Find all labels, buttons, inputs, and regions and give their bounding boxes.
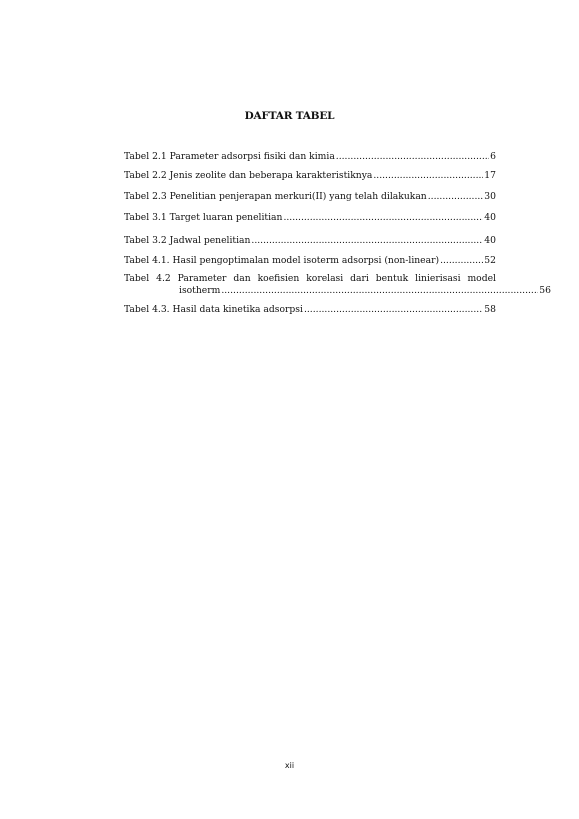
toc-entry-page: 56: [539, 285, 551, 296]
toc-entry-page: 40: [484, 235, 496, 246]
toc-entry-label-line1: [124, 273, 496, 285]
label-word: dan: [233, 273, 251, 284]
toc-entry-label: Tabel 3.1 Target luaran penelitian: [124, 212, 283, 223]
label-word: koefisien: [257, 273, 300, 284]
label-word: bentuk: [375, 273, 409, 284]
label-word: dari: [350, 273, 369, 284]
label-word: model: [467, 273, 496, 284]
toc-entry-page: 30: [484, 191, 496, 202]
toc-entry-label: Tabel 4.3. Hasil data kinetika adsorpsi: [124, 304, 303, 315]
toc-entry-tabel-2-3[interactable]: [124, 191, 496, 203]
toc-entry-tabel-4-3[interactable]: [124, 304, 496, 316]
label-word: linierisasi: [415, 273, 461, 284]
toc-entry-label: Tabel 2.3 Penelitian penjerapan merkuri(II) yang telah dilakukan: [124, 191, 427, 202]
page-number: xii: [284, 761, 295, 770]
toc-entry-page: 52: [484, 255, 496, 266]
toc-entry-tabel-2-2[interactable]: [124, 170, 496, 182]
dot-leader: [283, 212, 483, 224]
label-word: Parameter: [177, 273, 227, 284]
toc-entry-label: Tabel 2.2 Jenis zeolite dan beberapa karakteristiknya: [124, 170, 373, 181]
label-word: korelasi: [306, 273, 344, 284]
table-of-tables: [124, 151, 551, 316]
dot-leader: [428, 191, 484, 203]
toc-entry-label: Tabel 4.1. Hasil pengoptimalan model isoterm adsorpsi (non-linear): [124, 255, 440, 266]
toc-entry-page: 17: [484, 170, 496, 181]
toc-entry-page: 40: [484, 212, 496, 223]
dot-leader: [336, 151, 489, 163]
label-word: Tabel: [124, 273, 150, 284]
dot-leader: [440, 255, 483, 267]
toc-entry-tabel-3-1[interactable]: [124, 212, 496, 224]
dot-leader: [251, 235, 483, 247]
toc-entry-tabel-2-1[interactable]: [124, 151, 496, 163]
dot-leader: [304, 304, 483, 316]
toc-entry-page: 58: [484, 304, 496, 315]
toc-entry-label: Tabel 3.2 Jadwal penelitian: [124, 235, 251, 246]
toc-entry-label: Tabel 2.1 Parameter adsorpsi fisiki dan kimia: [124, 151, 335, 162]
toc-entry-page: 6: [490, 151, 496, 162]
toc-entry-label: isotherm: [179, 285, 221, 296]
toc-entry-tabel-3-2[interactable]: [124, 235, 496, 247]
dot-leader: [373, 170, 483, 182]
label-word: 4.2: [156, 273, 171, 284]
toc-entry-label-line2: [124, 285, 551, 297]
page-title: DAFTAR TABEL: [244, 110, 335, 122]
dot-leader: [221, 285, 538, 297]
toc-entry-tabel-4-1[interactable]: [124, 255, 496, 267]
toc-entry-tabel-4-2[interactable]: [124, 273, 551, 297]
